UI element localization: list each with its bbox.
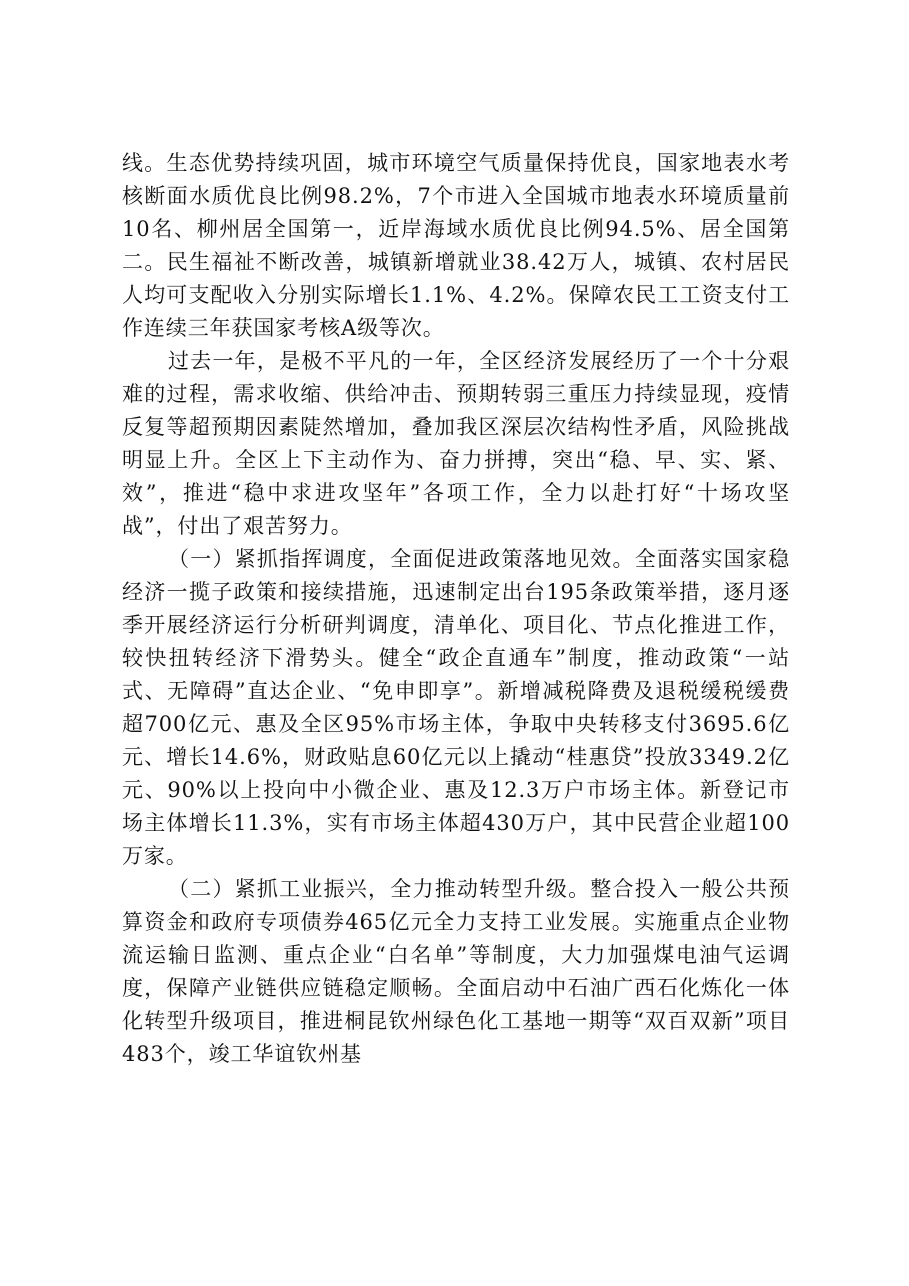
paragraph-past-year: 过去一年，是极不平凡的一年，全区经济发展经历了一个十分艰难的过程，需求收缩、供给冲击、预期转弱三重压力持续显现，疫情反复等超预期因素陡然增加，叠加我区深层次结构性矛盾，风险挑战明显上升。全区上下主动作为、奋力拼搏，突出“稳、早、实、紧、效”，推进“稳中求进攻坚年”各项工作，全力以赴打好“十场攻坚战”，付出了艰苦努力。: [122, 349, 790, 538]
paragraph-section-1-policy: （一）紧抓指挥调度，全面促进政策落地见效。全面落实国家稳经济一揽子政策和接续措施，迅速制定出台195条政策举措，逐月逐季开展经济运行分析研判调度，清单化、项目化、节点化推进工作，较快扭转经济下滑势头。健全“政企直通车”制度，推动政策“一站式、无障碍”直达企业、“免申即享”。新增减税降费及退税缓税缓费超700亿元、惠及全区95%市场主体，争取中央转移支付3695.6亿元、增长14.6%，财政贴息60亿元以上撬动“桂惠贷”投放3349.2亿元、90%以上投向中小微企业、惠及12.3万户市场主体。新登记市场主体增长11.3%，实有市场主体超430万户，其中民营企业超100万家。: [122, 547, 790, 868]
document-page: [122, 147, 790, 1071]
paragraph-ecology-livelihood: 线。生态优势持续巩固，城市环境空气质量保持优良，国家地表水考核断面水质优良比例98.2%，7个市进入全国城市地表水环境质量前10名、柳州居全国第一，近岸海域水质优良比例94.5%、居全国第二。民生福祉不断改善，城镇新增就业38.42万人，城镇、农村居民人均可支配收入分别实际增长1.1%、4.2%。保障农民工工资支付工作连续三年获国家考核A级等次。: [122, 151, 790, 340]
paragraph-section-2-industry: （二）紧抓工业振兴，全力推动转型升级。整合投入一般公共预算资金和政府专项债券465亿元全力支持工业发展。实施重点企业物流运输日监测、重点企业“白名单”等制度，大力加强煤电油气运调度，保障产业链供应链稳定顺畅。全面启动中石油广西石化炼化一体化转型升级项目，推进桐昆钦州绿色化工基地一期等“双百双新”项目483个，竣工华谊钦州基: [122, 877, 790, 1066]
